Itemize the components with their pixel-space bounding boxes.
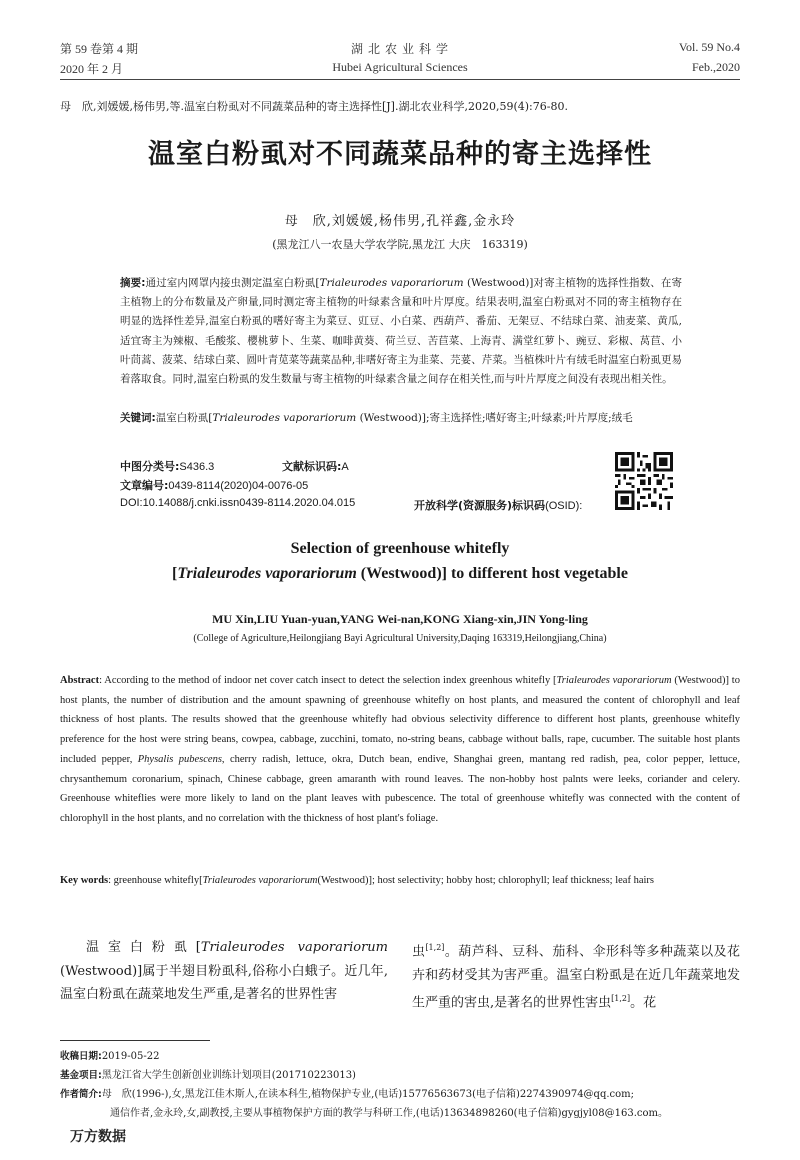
- species-name: Trialeurodes vaporariorum: [212, 412, 357, 424]
- species-name: Trialeurodes vaporariorum: [319, 277, 464, 289]
- abstract-en-label: Abstract: [60, 675, 100, 686]
- species-name: Physalis pubescens: [137, 753, 222, 765]
- authors-en: MU Xin,LIU Yuan-yuan,YANG Wei-nan,KONG Xiang-xin,JIN Yong-ling: [212, 612, 588, 626]
- header-rule: [60, 79, 740, 80]
- journal-name-en: Hubei Agricultural Sciences: [332, 60, 468, 74]
- volume-en: Vol. 59 No.4: [678, 40, 740, 54]
- abstract-cn-label: 摘要:: [120, 277, 146, 289]
- species-name: Trialeurodes vaporariorum: [202, 875, 318, 886]
- footnote-received: 收稿日期:2019-05-22: [60, 1051, 160, 1062]
- watermark: 万方数据: [70, 1129, 126, 1145]
- article-number: 文章编号:0439-8114(2020)04-0076-05: [120, 479, 309, 492]
- species-name: Trialeurodes vaporariorum: [177, 565, 357, 582]
- qr-code-icon[interactable]: [614, 452, 674, 510]
- authors-cn: 母 欣,刘媛媛,杨伟男,孔祥鑫,金永玲: [284, 214, 516, 229]
- document-code: 文献标识码:A: [282, 460, 349, 473]
- footnote-author: 作者简介:母 欣(1996-),女,黑龙江佳木斯人,在读本科生,植物保护专业,(电话)15776563673(电子信箱)2274390974@qq.com;: [60, 1089, 635, 1100]
- citation: 母 欣,刘媛媛,杨伟男,等.温室白粉虱对不同蔬菜品种的寄主选择性[J].湖北农业科学,2020,59(4):76-80.: [60, 100, 568, 113]
- body-column-right: 虫[1,2]。葫芦科、豆科、茄科、伞形科等多种蔬菜以及花卉和药材受其为害严重。温室白粉虱是在近几年蔬菜地发生严重的害虫,是著名的世界性害虫[1,2]。花: [412, 943, 740, 1011]
- footnote-rule: [60, 1040, 210, 1041]
- abstract-cn: 摘要:通过室内网罩内接虫测定温室白粉虱[Trialeurodes vaporariorum (Westwood)]对寄主植物的选择性指数、在寄主植物上的分布数量及产卵量,同时测定寄主植物的叶绿素含量和叶片厚度。结果表明,温室白粉虱对不同的寄主植物存在明显的选择性差异,温室白粉虱的嗜好寄主为菜豆、豇豆、小白菜、西葫芦、番茄、无架豆、不结球白菜、油麦菜、黄瓜,适宜寄主为辣椒、毛酸浆、樱桃萝卜、生菜、咖啡黄葵、荷兰豆、苦苣菜、上海青、满堂红萝卜、豌豆、彩椒、莴苣、小叶茼蒿、菠菜、结球白菜、圆叶青苋菜等蔬菜品种,非嗜好寄主为韭菜、芫荽、芹菜。当植株叶片有绒毛时温室白粉虱更易着落取食。同时,温室白粉虱的发生数量与寄主植物的叶绿素含量之间存在相关性,而与叶片厚度之间没有表现出相关性。: [120, 277, 682, 386]
- title-en-line1: Selection of greenhouse whitefly: [290, 540, 510, 557]
- footnote-corresponding: 通信作者,金永玲,女,副教授,主要从事植物保护方面的教学与科研工作,(电话)13634898260(电子信箱)gygjyl08@163.com。: [110, 1108, 668, 1119]
- volume-cn: 第 59 卷第 4 期: [60, 42, 139, 56]
- body-column-left: 温室白粉虱[Trialeurodes vaporariorum (Westwood)]属于半翅目粉虱科,俗称小白蛾子。近几年,温室白粉虱在蔬菜地发生严重,是著名的世界性害: [60, 940, 388, 1002]
- title-en-line2: [Trialeurodes vaporariorum (Westwood)] to different host vegetable: [172, 565, 628, 582]
- keywords-en-label: Key words: [60, 875, 109, 886]
- reference-marker[interactable]: [1,2]: [425, 943, 445, 952]
- keywords-cn: 关键词:温室白粉虱[Trialeurodes vaporariorum (Westwood)];寄主选择性;嗜好寄主;叶绿素;叶片厚度;绒毛: [120, 412, 633, 424]
- keywords-en: Key words: greenhouse whitefly[Trialeurodes vaporariorum(Westwood)]; host selectivity; hobby host; chlorophyll; leaf thickness; leaf hairs: [60, 875, 654, 886]
- affiliation-cn: (黑龙江八一农垦大学农学院,黑龙江 大庆 163319): [272, 238, 528, 251]
- clc-number: 中图分类号:S436.3: [120, 460, 215, 473]
- doi: DOI:10.14088/j.cnki.issn0439-8114.2020.04.015: [120, 497, 356, 509]
- species-name: Trialeurodes vaporariorum: [556, 675, 672, 686]
- abstract-en: Abstract: According to the method of indoor net cover catch insect to detect the selection index greenhous whitefly [Trialeurodes vaporariorum (Westwood)] to host plants, the number of distribution and the amount spawning of greenhouse whitefly on host plants, and measured the content of chlorophyll and leaf thickness of host plants. The results showed that the greenhouse whitefly had obvious selectivity difference to different host plants, greenhouse whitefly preference for the host were string beans, cowpea, cabbage, zucchini, tomato, no-string beans, cabbage without balls, rape, cucumber. The suitable host plants included pepper, Physalis pubescens, cherry radish, lettuce, okra, Dutch bean, endive, Shanghai green, mantang red radish, pea, color pepper, lettuce, chrysanthemum coronarium, spinach, Chinese cabbage, green amaranth with round leaves. The non-hobby host palnts were leeks, coriander and celery. Greenhouse whiteflies were more likely to land on the plant leaves with pubescence. The total of greenhouse whitefly was connected with the content of chlorophyll in the host plants, and no correlation with the thickness of host plant's foliage.: [60, 675, 740, 824]
- footnote-fund: 基金项目:黑龙江省大学生创新创业训练计划项目(201710223013): [60, 1070, 356, 1081]
- date-en: Feb.,2020: [692, 60, 740, 74]
- title-cn: 温室白粉虱对不同蔬菜品种的寄主选择性: [148, 139, 652, 170]
- date-cn: 2020 年 2 月: [60, 62, 124, 76]
- affiliation-en: (College of Agriculture,Heilongjiang Bayi Agricultural University,Daqing 163319,Heilongjiang,China): [193, 633, 607, 644]
- journal-name-cn: 湖 北 农 业 科 学: [350, 42, 449, 56]
- reference-marker[interactable]: [1,2]: [611, 994, 631, 1004]
- keywords-cn-label: 关键词:: [120, 412, 156, 424]
- osid-label: 开放科学(资源服务)标识码(OSID):: [414, 499, 583, 512]
- species-name: Trialeurodes vaporariorum: [200, 940, 388, 955]
